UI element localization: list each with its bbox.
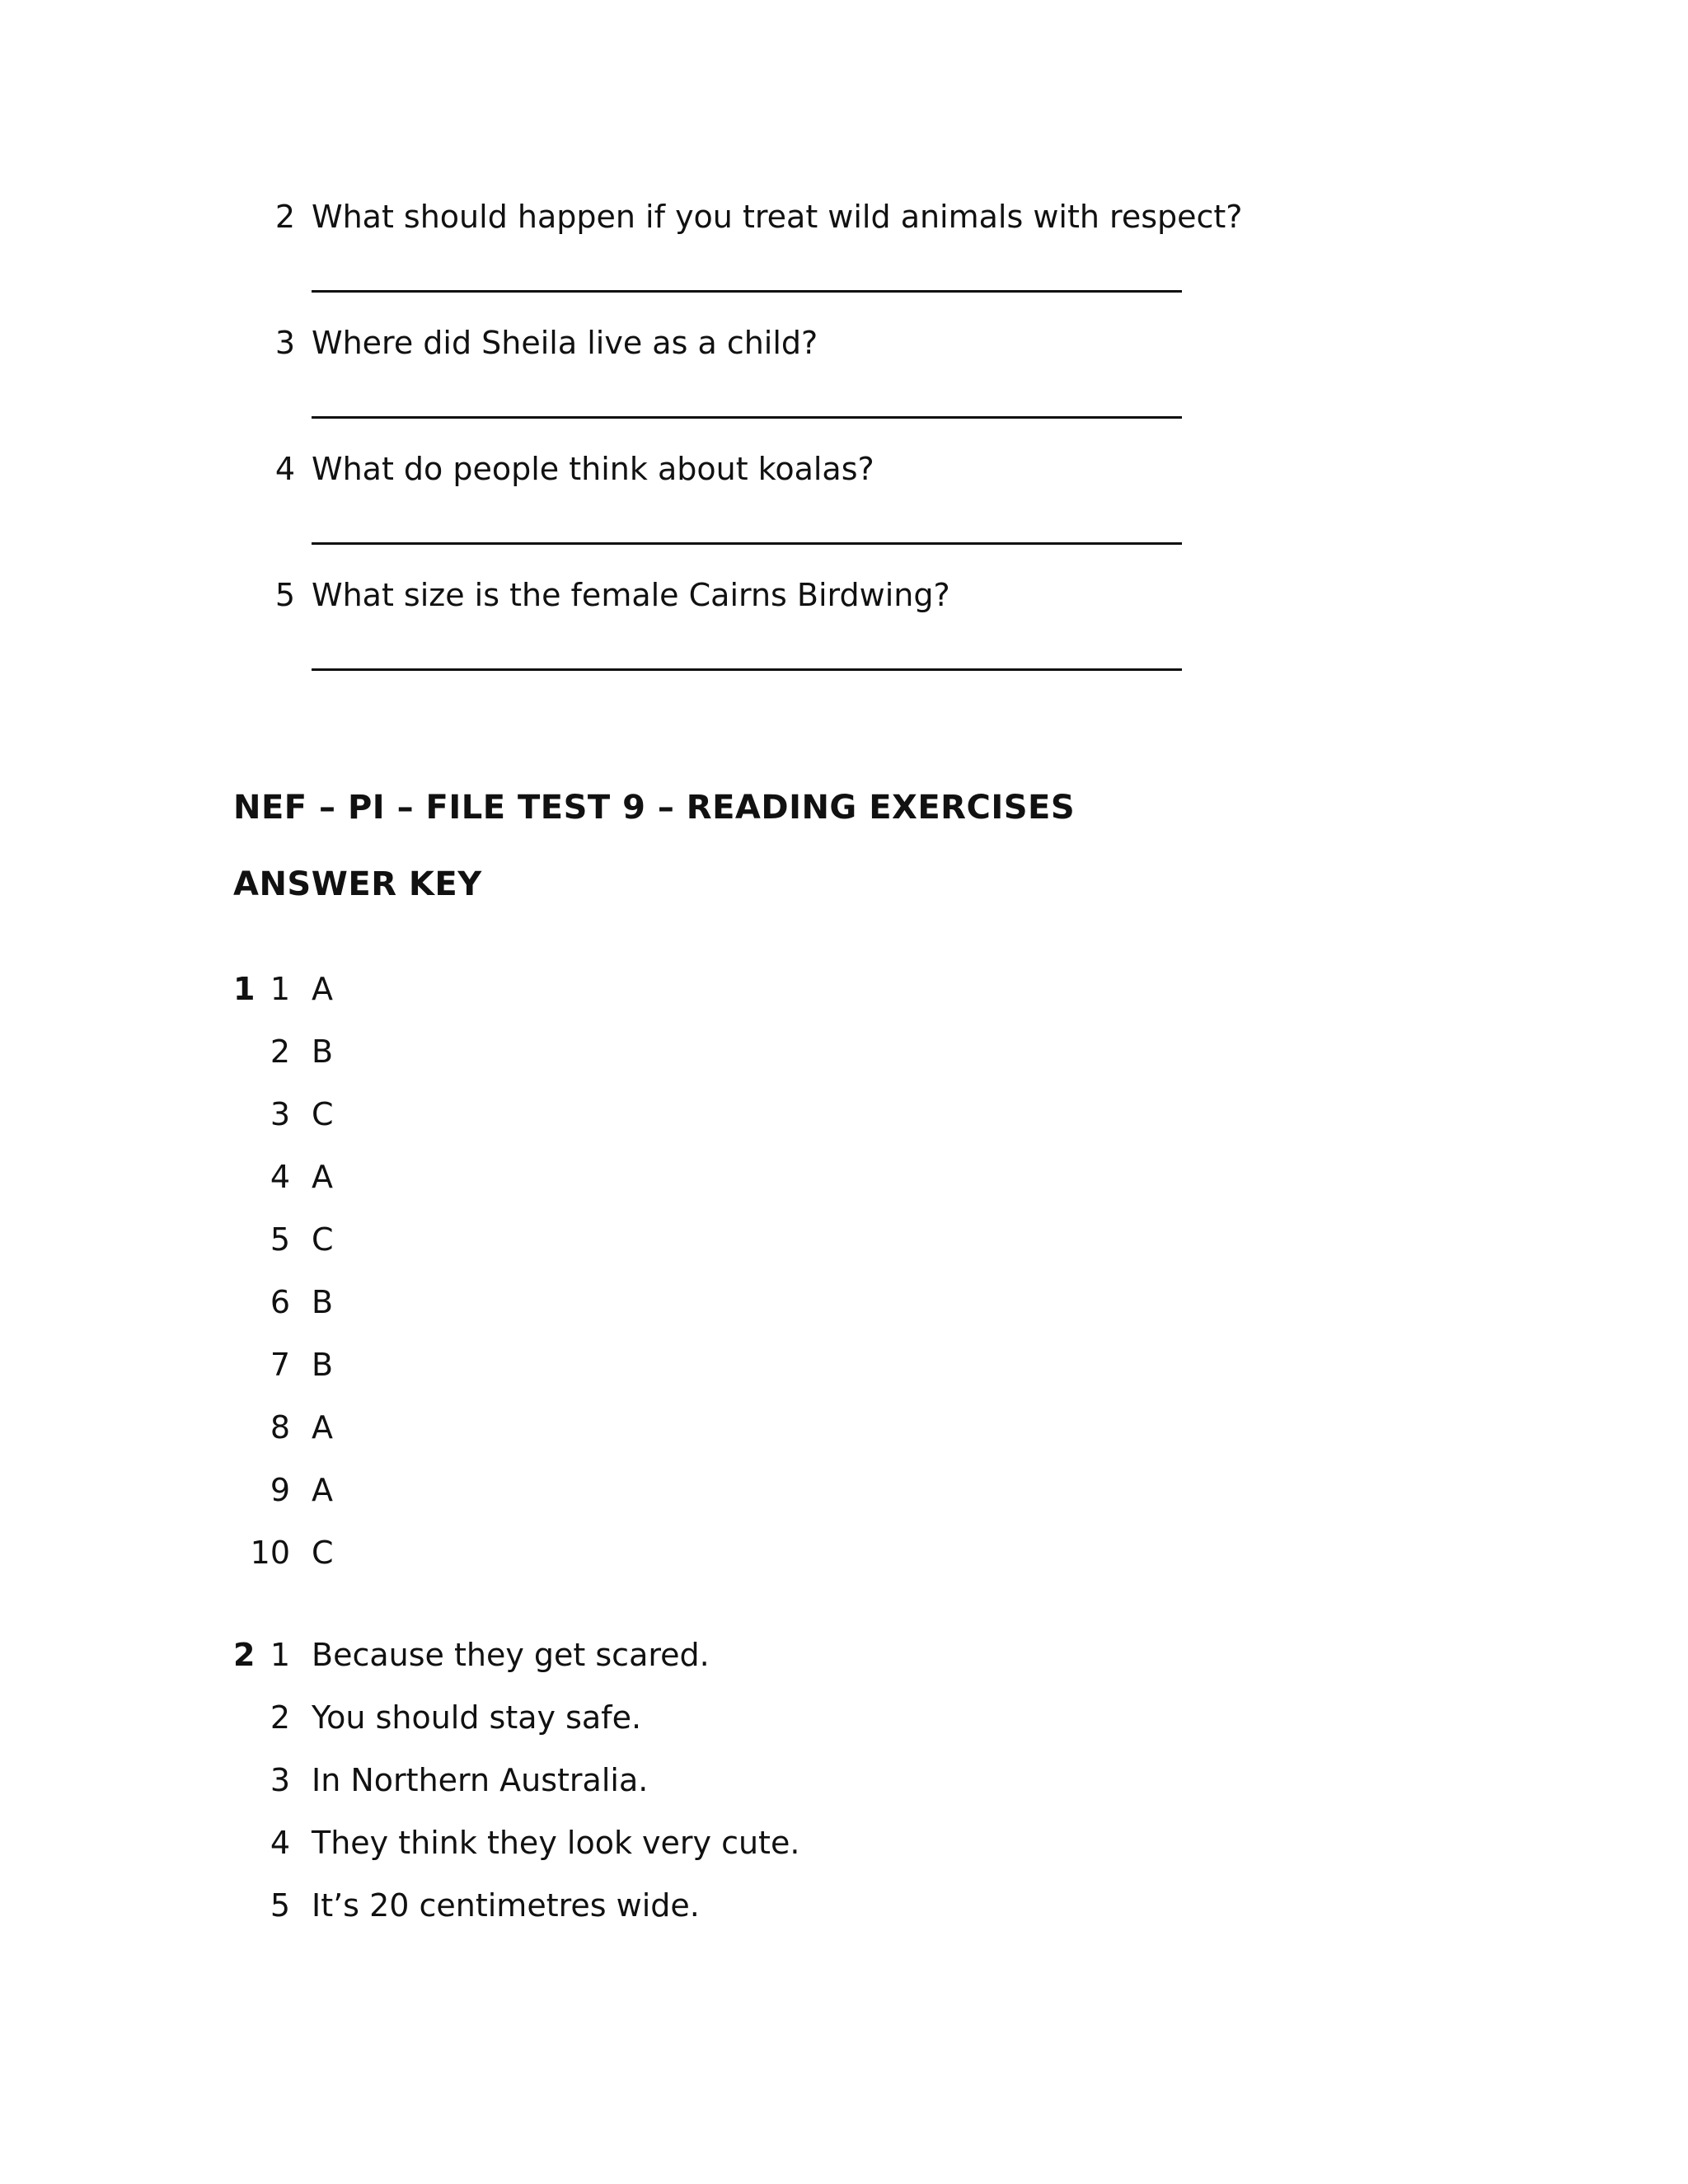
answer-key-heading: ANSWER KEY	[233, 865, 482, 903]
item-answer: In Northern Australia.	[312, 1762, 649, 1798]
question-number: 5	[274, 577, 295, 613]
section-number: 2	[233, 1637, 256, 1673]
document-title: NEF – PI – FILE TEST 9 – READING EXERCISES	[233, 789, 1076, 827]
item-number: 1	[270, 1637, 290, 1673]
item-number: 1	[270, 971, 290, 1007]
item-number: 8	[270, 1409, 290, 1446]
item-answer: A	[312, 1159, 333, 1195]
question-text: What should happen if you treat wild animals with respect?	[312, 199, 1243, 235]
item-number: 4	[270, 1159, 290, 1195]
answer-line	[312, 290, 1182, 293]
item-answer: They think they look very cute.	[312, 1825, 800, 1861]
item-number: 10	[250, 1535, 290, 1571]
item-answer: C	[312, 1535, 334, 1571]
question-number: 2	[274, 199, 295, 235]
item-number: 4	[270, 1825, 290, 1861]
question-text: What do people think about koalas?	[312, 451, 874, 487]
item-number: 9	[270, 1472, 290, 1508]
answer-line	[312, 542, 1182, 545]
item-answer: A	[312, 971, 333, 1007]
item-number: 2	[270, 1033, 290, 1070]
item-answer: You should stay safe.	[312, 1699, 642, 1736]
item-answer: A	[312, 1409, 333, 1446]
question-text: What size is the female Cairns Birdwing?	[312, 577, 950, 613]
question-number: 3	[274, 325, 295, 361]
item-number: 2	[270, 1699, 290, 1736]
section-number: 1	[233, 971, 256, 1007]
item-number: 3	[270, 1762, 290, 1798]
item-answer: C	[312, 1096, 334, 1132]
item-answer: C	[312, 1221, 334, 1258]
question-number: 4	[274, 451, 295, 487]
item-number: 5	[270, 1221, 290, 1258]
item-answer: A	[312, 1472, 333, 1508]
item-answer: B	[312, 1033, 334, 1070]
answer-line	[312, 416, 1182, 419]
question-text: Where did Sheila live as a child?	[312, 325, 818, 361]
answer-line	[312, 668, 1182, 671]
item-number: 7	[270, 1347, 290, 1383]
item-number: 6	[270, 1284, 290, 1320]
item-answer: B	[312, 1284, 334, 1320]
item-answer: B	[312, 1347, 334, 1383]
item-answer: Because they get scared.	[312, 1637, 710, 1673]
item-answer: It’s 20 centimetres wide.	[312, 1887, 700, 1924]
item-number: 5	[270, 1887, 290, 1924]
item-number: 3	[270, 1096, 290, 1132]
